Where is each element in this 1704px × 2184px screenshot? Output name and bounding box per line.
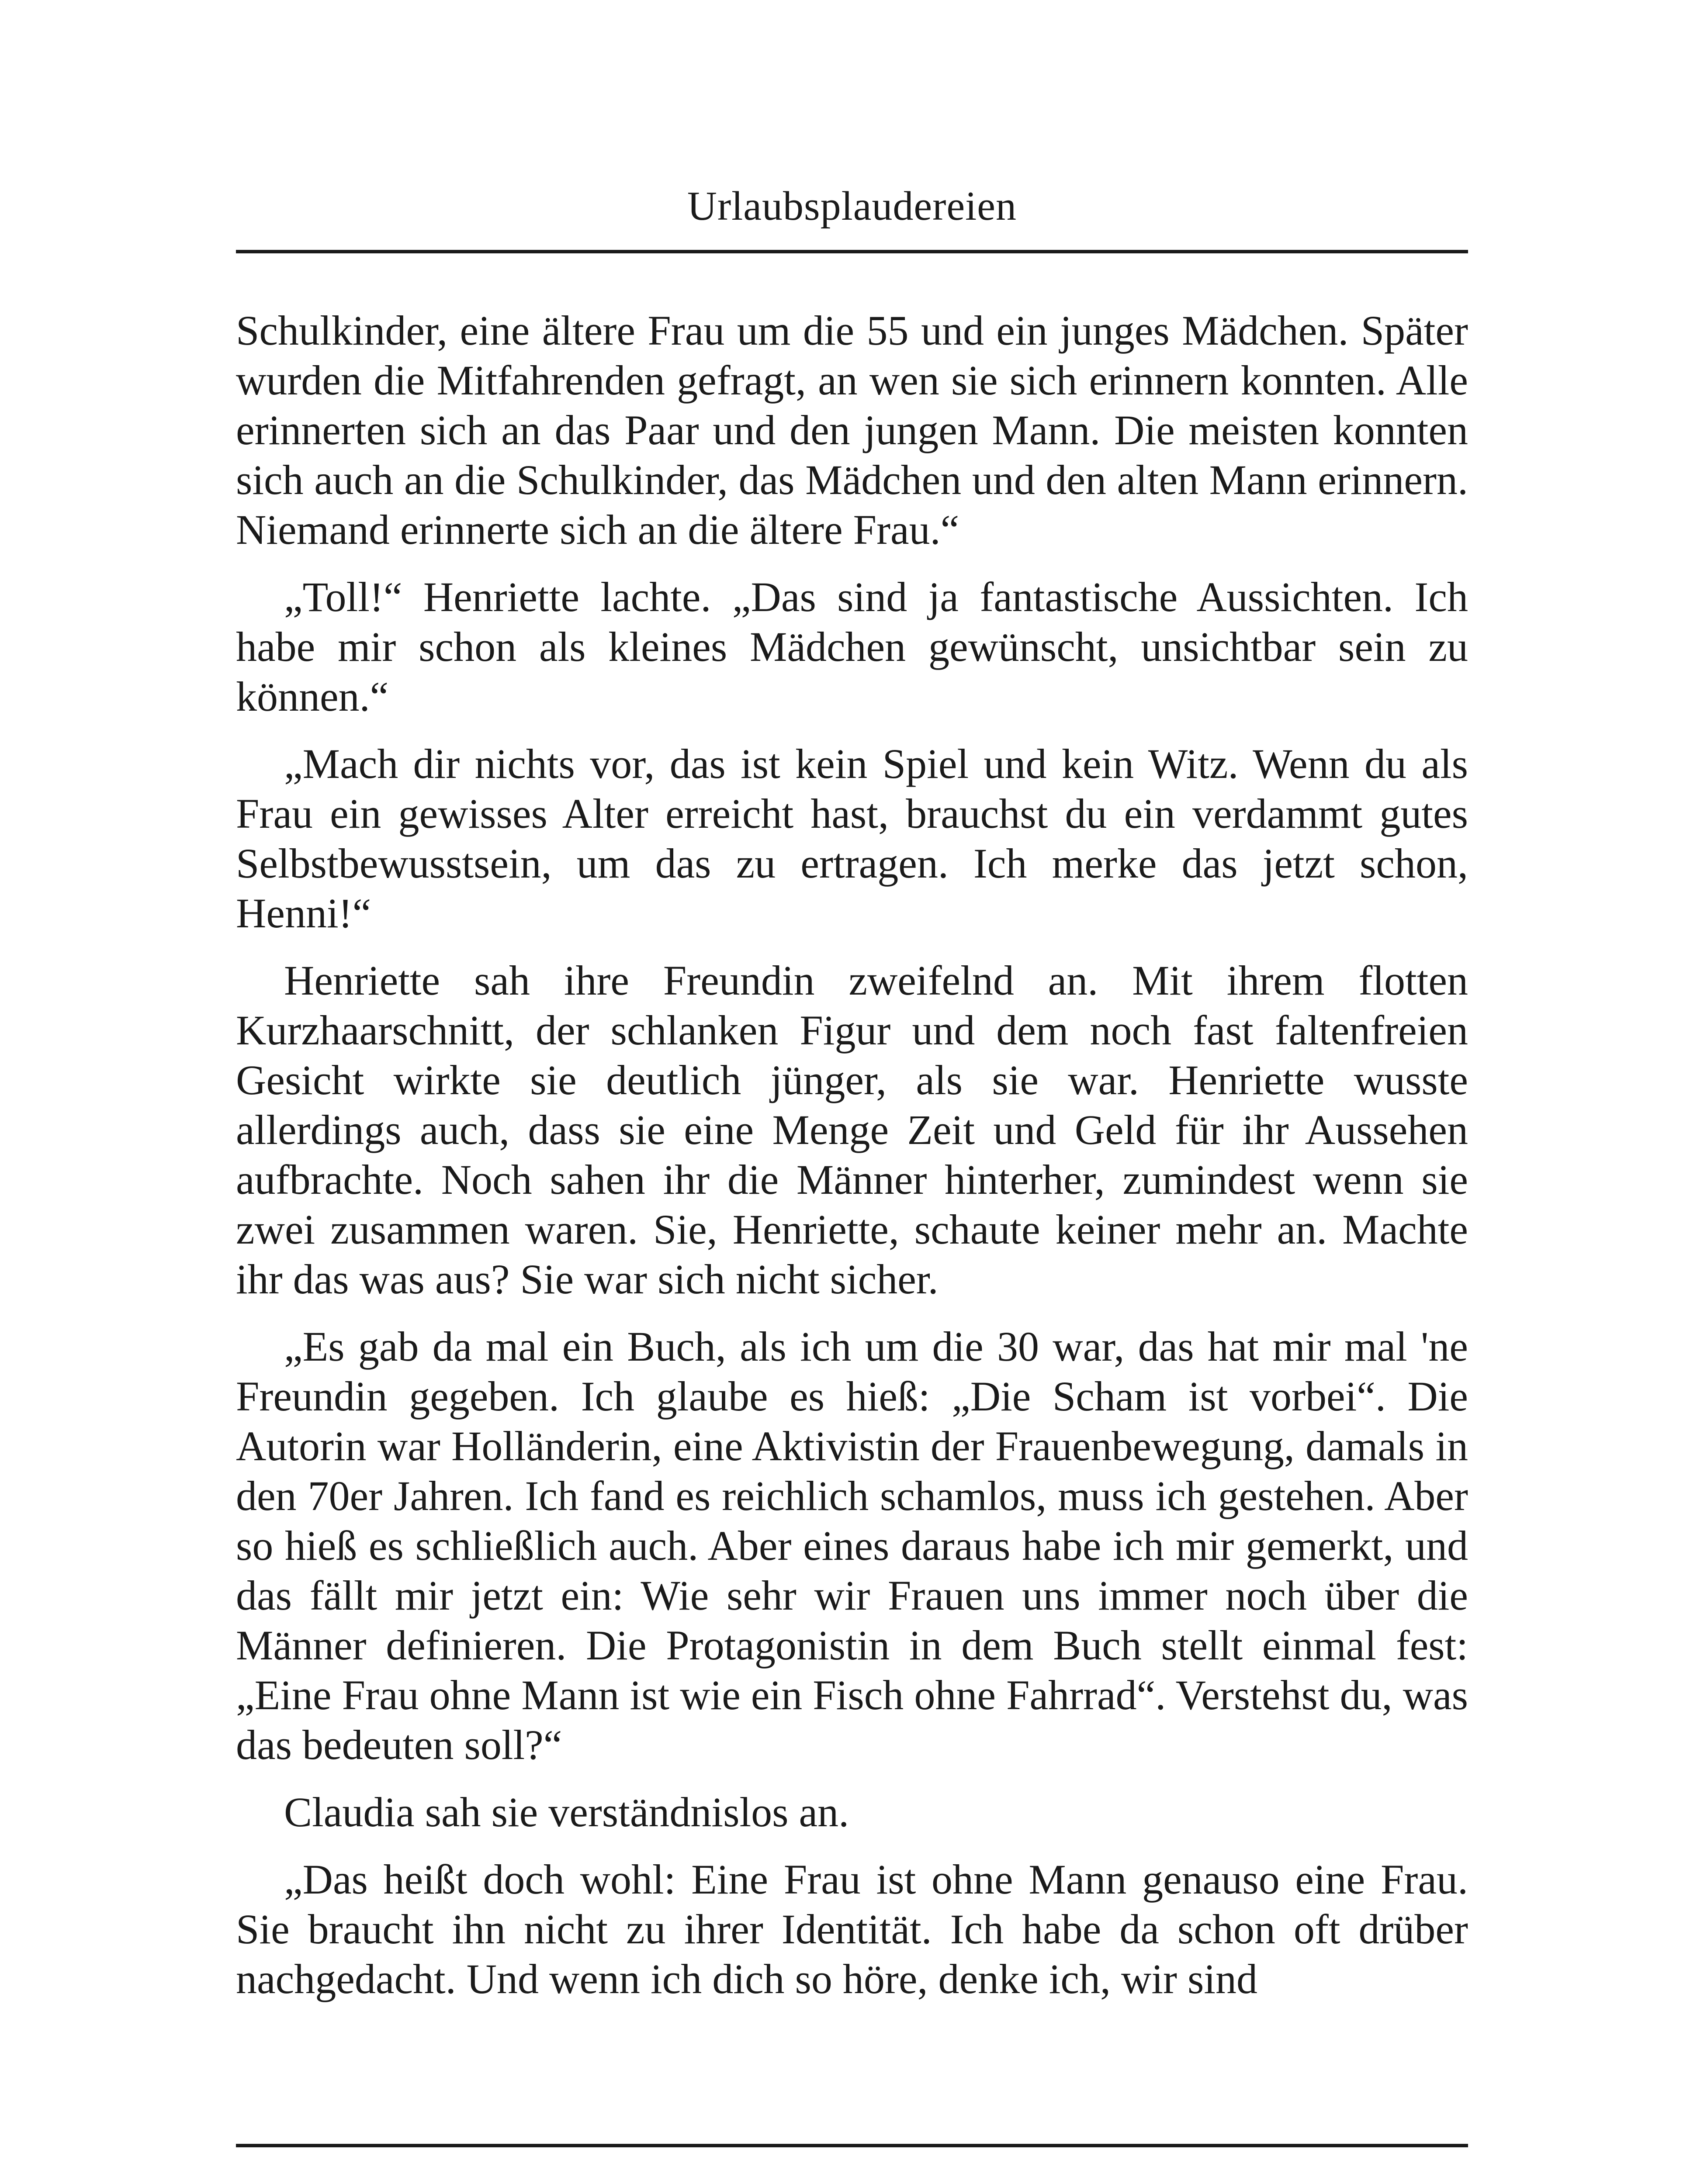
paragraph-4: Henriette sah ihre Freundin zweifelnd an. Mit ihrem flotten Kurzhaarschnitt, der schlanken Figur und dem noch fast faltenfreien Gesicht wirkte sie deutlich jünger, als sie war. Henriette wusste allerdings auch, dass sie eine Menge Zeit und Geld für ihr Aussehen aufbrachte. Noch sahen ihr die Männer hinterher, zumindest wenn sie zwei zusammen waren. Sie, Henriette, schaute keiner mehr an. Machte ihr das was aus? Sie war sich nicht sicher.	[236, 957, 1468, 1303]
paragraph-5: „Es gab da mal ein Buch, als ich um die 30 war, das hat mir mal 'ne Freundin gegeben. Ich glaube es hieß: „Die Scham ist vorbei“. Die Autorin war Holländerin, eine Aktivistin der Frauenbewegung, damals in den 70er Jahren. Ich fand es reichlich schamlos, muss ich gestehen. Aber so hieß es schließlich auch. Aber eines daraus habe ich mir gemerkt, und das fällt mir jetzt ein: Wie sehr wir Frauen uns immer noch über die Männer definieren. Die Protagonistin in dem Buch stellt einmal fest: „Eine Frau ohne Mann ist wie ein Fisch ohne Fahrrad“. Verstehst du, was das bedeuten soll?“	[236, 1323, 1468, 1768]
running-header: Urlaubsplaudereien	[687, 183, 1017, 229]
paragraph-1: Schulkinder, eine ältere Frau um die 55 und ein junges Mädchen. Später wurden die Mitfahrenden gefragt, an wen sie sich erinnern konnten. Alle erinnerten sich an das Paar und den jungen Mann. Die meisten konnten sich auch an die Schulkinder, das Mädchen und den alten Mann erinnern. Niemand erinnerte sich an die ältere Frau.“	[236, 307, 1468, 553]
page-body	[236, 306, 1468, 2022]
paragraph-2: „Toll!“ Henriette lachte. „Das sind ja fantastische Aussichten. Ich habe mir schon als kleines Mädchen gewünscht, unsichtbar sein zu können.“	[236, 574, 1468, 720]
paragraph-7: „Das heißt doch wohl: Eine Frau ist ohne Mann genauso eine Frau. Sie braucht ihn nicht zu ihrer Identität. Ich habe da schon oft drüber nachgedacht. Und wenn ich dich so höre, denke ich, wir sind	[236, 1856, 1468, 2002]
footer-rule	[236, 2144, 1468, 2147]
paragraph-6: Claudia sah sie verständnislos an.	[284, 1789, 849, 1835]
header-rule	[236, 250, 1468, 253]
paragraph-3: „Mach dir nichts vor, das ist kein Spiel und kein Witz. Wenn du als Frau ein gewisses Alter erreicht hast, brauchst du ein verdammt gutes Selbstbewusstsein, um das zu ertragen. Ich merke das jetzt schon, Henni!“	[236, 740, 1468, 936]
